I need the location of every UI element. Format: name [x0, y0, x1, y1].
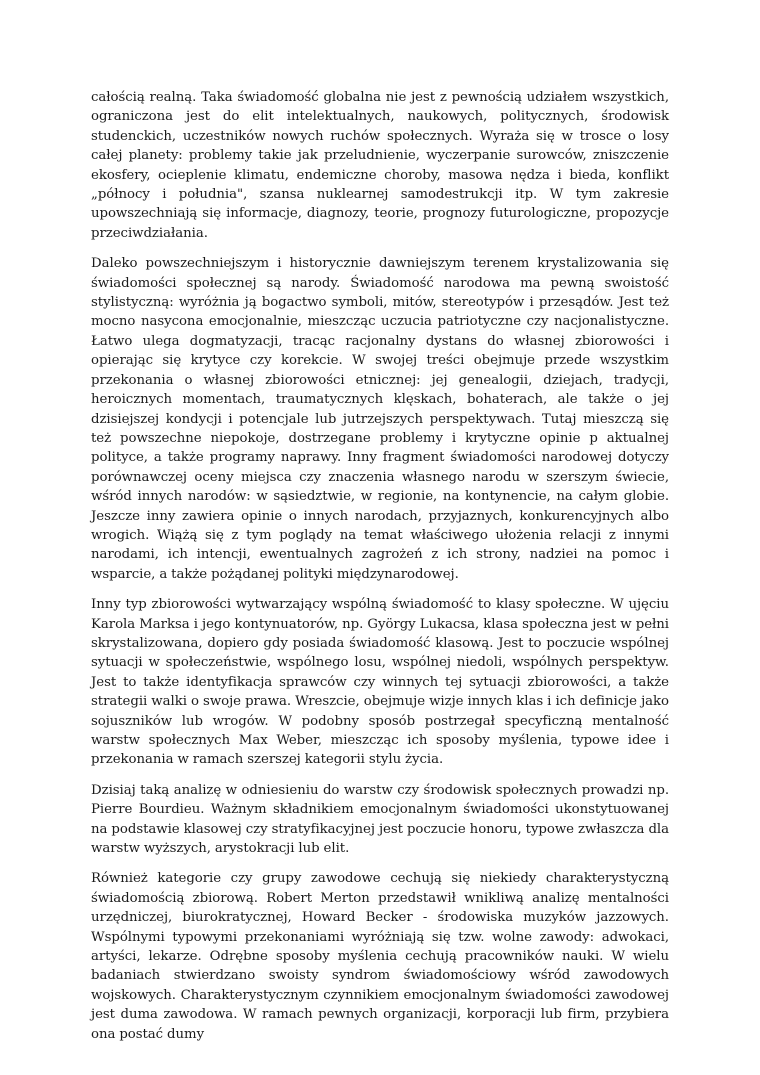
document-page [91, 88, 669, 1055]
paragraph-national-consciousness: Daleko powszechniejszym i historycznie dawniejszym terenem krystalizowania się świadomości społecznej są narody. Świadomość narodowa ma pewną swoistość stylistyczną: wyróżnia ją bogactwo symboli, mitów, stereotypów i przesądów. Jest też mocno nasycona emocjonalnie, mieszcząc uczucia patriotyczne czy nacjonalistyczne. Łatwo ulega dogmatyzacji, tracąc racjonalny dystans do własnej zbiorowości i opierając się krytyce czy korekcie. W swojej treści obejmuje przede wszystkim przekonania o własnej zbiorowości etnicznej: jej genealogii, dziejach, tradycji, heroicznych momentach, traumatycznych klęskach, bohaterach, ale także o jej dzisiejszej kondycji i potencjale lub jutrzejszych perspektywach. Tutaj mieszczą się też powszechne niepokoje, dostrzegane problemy i krytyczne opinie p aktualnej polityce, a także programy naprawy. Inny fragment świadomości narodowej dotyczy porównawczej oceny miejsca czy znaczenia własnego narodu w szerszym świecie, wśród innych narodów: w sąsiedztwie, w regionie, na kontynencie, na całym globie. Jeszcze inny zawiera opinie o innych narodach, przyjaznych, konkurencyjnych albo wrogich. Wiążą się z tym poglądy na temat właściwego ułożenia relacji z innymi narodami, ich intencji, ewentualnych zagrożeń z ich strony, nadziei na pomoc i wsparcie, a także pożądanej polityki międzynarodowej. [91, 256, 669, 582]
paragraph-global-consciousness: całością realną. Taka świadomość globalna nie jest z pewnością udziałem wszystkich, ograniczona jest do elit intelektualnych, naukowych, politycznych, środowisk studenckich, uczestników nowych ruchów społecznych. Wyraża się w trosce o losy całej planety: problemy takie jak przeludnienie, wyczerpanie surowców, zniszczenie ekosfery, ocieplenie klimatu, endemiczne choroby, masowa nędza i bieda, konflikt „północy i południa", szansa nuklearnej samodestrukcji itp. W tym zakresie upowszechniają się informacje, diagnozy, teorie, prognozy futurologiczne, propozycje przeciwdziałania. [91, 90, 669, 241]
paragraph-class-consciousness: Inny typ zbiorowości wytwarzający wspólną świadomość to klasy społeczne. W ujęciu Karola Marksa i jego kontynuatorów, np. György Lukacsa, klasa społeczna jest w pełni skrystalizowana, dopiero gdy posiada świadomość klasową. Jest to poczucie wspólnej sytuacji w społeczeństwie, wspólnego losu, wspólnej niedoli, wspólnych perspektyw. Jest to także identyfikacja sprawców czy winnych tej sytuacji zbiorowości, a także strategii walki o swoje prawa. Wreszcie, obejmuje wizje innych klas i ich definicje jako sojuszników lub wrogów. W podobny sposób postrzegał specyficzną mentalność warstw społecznych Max Weber, mieszcząc ich sposoby myślenia, typowe idee i przekonania w ramach szerszej kategorii stylu życia. [91, 597, 669, 768]
paragraph-professional-groups: Również kategorie czy grupy zawodowe cechują się niekiedy charakterystyczną świadomością zbiorową. Robert Merton przedstawił wnikliwą analizę mentalności urzędniczej, biurokratycznej, Howard Becker - środowiska muzyków jazzowych. Wspólnymi typowymi przekonaniami wyróżniają się tzw. wolne zawody: adwokaci, artyści, lekarze. Odrębne sposoby myślenia cechują pracowników nauki. W wielu badaniach stwierdzano swoisty syndrom świadomościowy wśród zawodowych wojskowych. Charakterystycznym czynnikiem emocjonalnym świadomości zawodowej jest duma zawodowa. W ramach pewnych organizacji, korporacji lub firm, przybiera ona postać dumy [91, 871, 669, 1042]
paragraph-bourdieu: Dzisiaj taką analizę w odniesieniu do warstw czy środowisk społecznych prowadzi np. Pierre Bourdieu. Ważnym składnikiem emocjonalnym świadomości ukonstytuowanej na podstawie klasowej czy stratyfikacyjnej jest poczucie honoru, typowe zwłaszcza dla warstw wyższych, arystokracji lub elit. [91, 782, 669, 857]
